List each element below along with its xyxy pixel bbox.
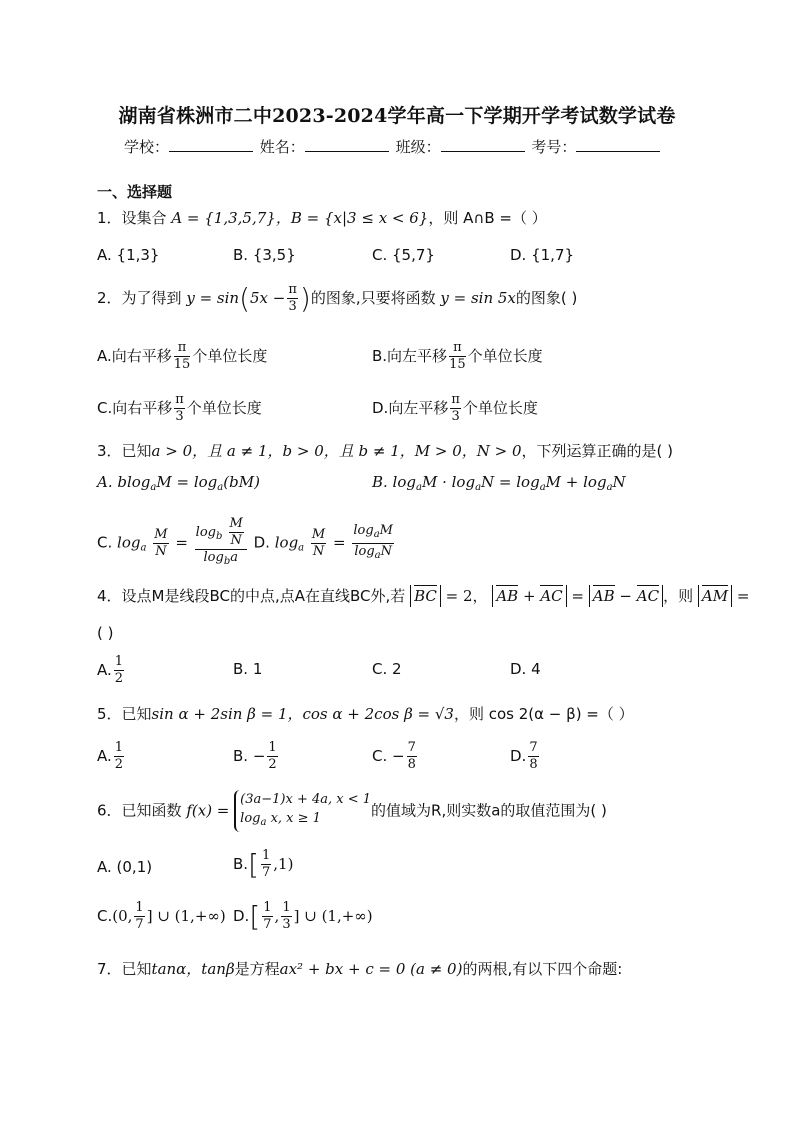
fraction: [267, 740, 277, 773]
q3-stem: 3．已知: [97, 442, 152, 460]
frac-numerator: 1: [114, 740, 124, 755]
subscript: b: [223, 556, 231, 567]
frac-numerator: π: [449, 340, 466, 357]
frac-numerator: 1: [135, 900, 144, 915]
bracket-open: [: [249, 900, 261, 933]
subscript: a: [150, 482, 157, 493]
log-argument: a: [230, 550, 238, 565]
option-text: (bM): [223, 473, 260, 491]
option-prefix: (0,: [112, 907, 133, 925]
q6-tail: 的值域为R,则实数a的取值范围为( ): [371, 801, 607, 820]
frac-denominator: 2: [114, 671, 124, 686]
q2-equation-2: y = sin 5x: [440, 289, 516, 307]
frac-numerator: 1: [263, 900, 272, 915]
inner-m-over-n: [229, 516, 244, 549]
q7-tail: 的两根,有以下四个命题:: [462, 960, 623, 978]
option-text: M · log: [421, 473, 476, 491]
option-label: A.: [97, 747, 112, 765]
frac-denominator: N: [230, 533, 242, 548]
class-blank: [441, 136, 525, 152]
q6-stem: 6．已知函数: [97, 801, 182, 820]
q1-option-d: D. {1,7}: [510, 246, 575, 264]
fraction: [407, 740, 417, 773]
subscript: a: [374, 549, 381, 561]
fraction: [134, 900, 144, 933]
log-text: log: [195, 525, 216, 540]
q3-tail: ，下列运算正确的是( ): [521, 442, 674, 460]
subscript: a: [140, 542, 147, 554]
frac-denominator: 3: [175, 409, 184, 424]
q4-stem: 4．设点M是线段BC的中点,点A在直线BC外,若: [97, 587, 406, 605]
case-1: (3a−1)x + 4a, x < 1: [240, 792, 372, 807]
pi-over-15: [174, 340, 191, 373]
q2-paren-close: ): [299, 282, 311, 315]
frac-numerator: [195, 516, 247, 550]
fraction: [262, 900, 272, 933]
frac-denominator: N: [155, 543, 167, 559]
q5-tail: ，则 cos 2(α − β) =（ ）: [453, 705, 634, 723]
option-text: B. log: [372, 473, 416, 491]
q4-equals-2: = 2，: [445, 587, 488, 605]
school-blank: [169, 136, 253, 152]
abs-ab-minus-ac: [589, 585, 663, 607]
minus-sign: −: [619, 587, 632, 605]
log-argument: N: [380, 543, 392, 559]
fraction: [114, 740, 124, 773]
vector-am: AM: [701, 587, 729, 605]
frac-denominator: 7: [262, 865, 271, 880]
option-c-label: C.: [97, 533, 113, 552]
bracket-open: [: [248, 848, 259, 881]
q7-equation: ax² + bx + c = 0 (a ≠ 0): [279, 960, 463, 978]
q3-option-b: [372, 473, 626, 493]
q4-option-a: [97, 654, 126, 687]
q6-option-d: D.[ $\frac{1}{7}$ , $\frac{1}{3}$ ] ∪ (1,+∞): [233, 900, 373, 933]
vector-ac: AC: [540, 587, 563, 605]
option-label: C. −: [372, 747, 405, 765]
q2-stem: 2．为了得到: [97, 289, 182, 307]
q1-option-c: C. {5,7}: [372, 246, 435, 264]
one-half: [114, 654, 124, 687]
subscript: a: [539, 482, 546, 493]
vector-ab: AB: [592, 587, 615, 605]
frac-denominator: 2: [114, 757, 124, 772]
frac-denominator: [195, 550, 247, 570]
option-tail: ] ∪ (1,+∞): [146, 907, 226, 925]
q5-option-a: [97, 740, 126, 773]
q3-conditions: a > 0，且 a ≠ 1，b > 0，且 b ≠ 1，M > 0，N > 0: [151, 442, 522, 460]
option-unit: 个单位长度: [462, 399, 538, 417]
subscript: a: [217, 482, 224, 493]
q5-option-b: [233, 740, 280, 773]
frac-numerator: 1: [268, 740, 277, 755]
log-argument: M: [379, 522, 393, 538]
frac-denominator: 7: [135, 917, 144, 932]
q1-set-a: A = {1,3,5,7}: [171, 209, 276, 227]
number-label: 考号：: [531, 138, 577, 156]
q1-set-b: {x|3 ≤ x < 6}: [324, 209, 429, 227]
option-label: D.: [233, 907, 250, 925]
option-label: B.: [233, 855, 249, 873]
frac-numerator: 7: [529, 740, 538, 755]
vector-ac: AC: [636, 587, 660, 605]
subscript: a: [373, 528, 380, 540]
option-c-fraction: [195, 516, 247, 570]
pi-over-15: [449, 340, 466, 373]
frac-denominator: 15: [173, 357, 191, 372]
option-prefix: D.向左平移: [372, 399, 449, 417]
question-7: [97, 958, 622, 979]
subscript: a: [416, 482, 422, 493]
m-over-n: [311, 527, 326, 560]
q2-option-d: [372, 392, 538, 425]
m-over-n: [153, 527, 168, 560]
option-d-label: D.: [253, 533, 270, 552]
frac-numerator: 1: [282, 900, 291, 915]
question-1: [97, 207, 547, 228]
option-unit: 个单位长度: [186, 399, 262, 417]
frac-numerator: 1: [114, 654, 124, 669]
number-blank: [576, 136, 660, 152]
q2-option-a: [97, 340, 267, 373]
option-label: A.: [97, 661, 112, 679]
option-label: D.: [510, 747, 527, 765]
section-title: 一、选择题: [97, 183, 173, 201]
log-text: log: [354, 543, 375, 559]
q2-option-c: [97, 392, 262, 425]
q5-option-d: [510, 740, 541, 773]
frac-denominator: 15: [449, 357, 466, 372]
frac-denominator: 7: [263, 917, 272, 932]
frac-numerator: M: [154, 526, 168, 542]
student-info-row: [124, 136, 662, 157]
case-2-tail: x, x ≥ 1: [266, 811, 321, 826]
name-label: 姓名：: [259, 138, 305, 156]
equals-sign: =: [571, 587, 584, 605]
log-text: log: [117, 533, 141, 552]
log-text: log: [274, 533, 299, 552]
equals-sign: =: [736, 587, 750, 605]
frac-numerator: 7: [407, 740, 416, 755]
frac-numerator: π: [288, 282, 297, 297]
frac-numerator: M: [311, 526, 326, 542]
option-tail: ] ∪ (1,+∞): [293, 907, 373, 925]
frac-numerator: 1: [262, 848, 271, 863]
option-unit: 个单位长度: [467, 347, 543, 365]
q7-stem: 7．已知: [97, 960, 152, 978]
question-6: [97, 790, 607, 832]
log-text: log: [353, 522, 374, 538]
option-text: M = log: [156, 473, 218, 491]
case-2: [240, 811, 321, 826]
subscript: a: [298, 542, 305, 554]
question-3: [97, 440, 673, 461]
log-text: log: [203, 550, 224, 565]
frac-numerator: π: [174, 340, 191, 357]
name-blank: [305, 136, 389, 152]
q1-stem: 1．设集合: [97, 209, 167, 227]
frac-denominator: N: [312, 543, 325, 559]
vector-bc: BC: [414, 587, 437, 605]
q4-option-b: B. 1: [233, 660, 263, 678]
q6-option-c: [97, 900, 226, 933]
frac-denominator: 3: [451, 409, 460, 424]
option-label: C.: [97, 907, 113, 925]
pi-over-3: [450, 392, 461, 425]
q4-option-d: D. 4: [510, 660, 541, 678]
option-prefix: A.向右平移: [97, 347, 172, 365]
q7-mid: 是方程: [234, 960, 280, 978]
q2-tail: 的图象( ): [515, 289, 578, 307]
frac-numerator: π: [451, 392, 460, 407]
subscript: a: [606, 482, 613, 493]
q2-inner: 5x −: [250, 289, 286, 307]
option-prefix: C.向右平移: [97, 399, 173, 417]
option-text: A. blog: [97, 473, 151, 491]
frac-denominator: 2: [268, 757, 277, 772]
class-label: 班级：: [395, 138, 441, 156]
frac-numerator: π: [175, 392, 184, 407]
question-4: [97, 585, 749, 606]
option-text: N = log: [481, 473, 540, 491]
q4-then: ，则: [663, 587, 694, 605]
subscript: a: [260, 817, 267, 828]
q5-conditions: sin α + 2sin β = 1，cos α + 2cos β = √3: [151, 705, 454, 723]
fraction: [261, 848, 271, 881]
option-prefix: B.向左平移: [372, 347, 448, 365]
log-text: log: [240, 811, 261, 826]
q2-paren-open: (: [239, 282, 250, 315]
fraction: [528, 740, 538, 773]
frac-denominator: [352, 544, 394, 564]
q3-option-c-d: C. $\log_a$ $\frac{M}{N}$ = $\log_b$ $\frac{M}{N}$ $\log_ba$ D. $\log_a$ $\frac{M}{N}$ = $\frac{\log_aM}{\log_aN}$: [97, 516, 396, 570]
q3-option-a: [97, 473, 260, 493]
q2-option-b: [372, 340, 543, 373]
q6-option-b: [233, 848, 293, 881]
q4-option-c: C. 2: [372, 660, 402, 678]
pi-over-3: [174, 392, 185, 425]
q1-tail: ，则 A∩B =（ ）: [428, 209, 547, 227]
frac-numerator: [352, 523, 394, 544]
q5-option-c: [372, 740, 419, 773]
q1-option-a: A. {1,3}: [97, 246, 160, 264]
option-label: B. −: [233, 747, 266, 765]
frac-numerator: M: [229, 516, 243, 531]
abs-bc: [410, 585, 441, 607]
q4-paren: ( ): [97, 624, 114, 642]
question-5: [97, 703, 634, 724]
frac-denominator: 8: [529, 757, 538, 772]
option-tail: ,1): [273, 855, 294, 873]
q6-piecewise: [234, 790, 371, 832]
subscript: b: [215, 531, 223, 542]
option-unit: 个单位长度: [192, 347, 268, 365]
q2-equation: y = sin: [186, 289, 240, 307]
frac-denominator: 8: [407, 757, 416, 772]
q2-pi-over-3: [287, 282, 298, 315]
q6-function: f(x) =: [186, 801, 230, 820]
frac-denominator: 3: [282, 917, 291, 932]
q2-mid: 的图象,只要将函数: [310, 289, 436, 307]
option-text: N: [612, 473, 626, 491]
exam-title: 湖南省株洲市二中2023-2024学年高一下学期开学考试数学试卷: [118, 105, 676, 127]
q1-option-b: B. {3,5}: [233, 246, 296, 264]
option-d-fraction: [352, 523, 394, 564]
subscript: a: [475, 482, 482, 493]
q7-roots: tanα，tanβ: [151, 960, 235, 978]
vector-ab: AB: [496, 587, 519, 605]
abs-am: [698, 585, 732, 607]
abs-ab-plus-ac: [492, 585, 566, 607]
q1-set-b-label: ，B =: [275, 209, 320, 227]
school-label: 学校：: [124, 138, 170, 156]
q6-option-a: A. (0,1): [97, 858, 153, 876]
q5-stem: 5．已知: [97, 705, 152, 723]
fraction: [281, 900, 291, 933]
plus-sign: +: [522, 587, 536, 605]
option-text: M + log: [545, 473, 607, 491]
frac-denominator: 3: [288, 299, 297, 314]
question-2: [97, 282, 577, 315]
